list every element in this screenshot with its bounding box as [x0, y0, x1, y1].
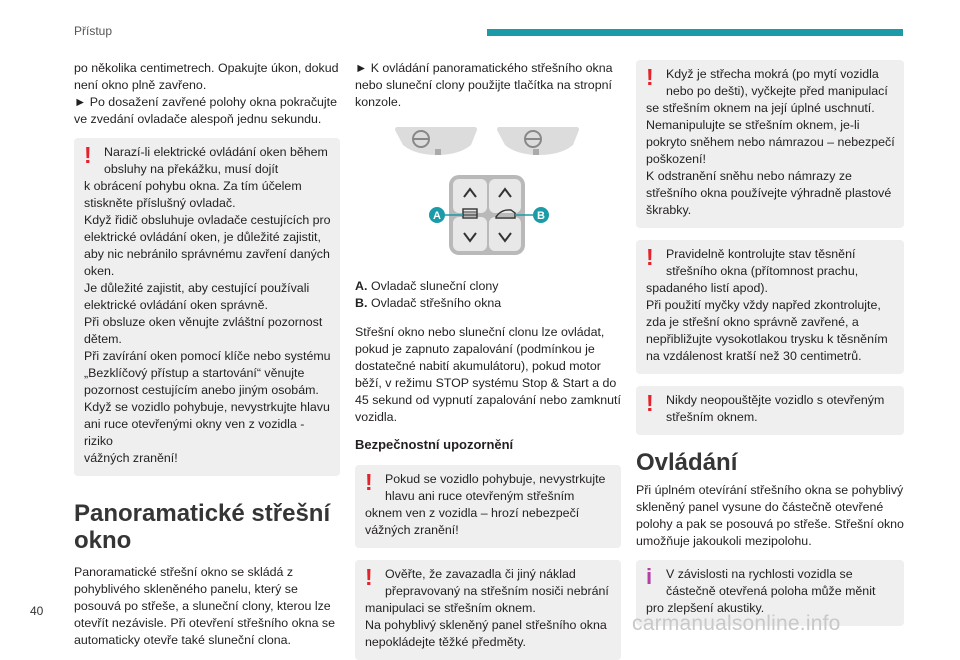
section-title-panoramic-roof: Panoramatické střešní okno [74, 500, 331, 554]
exclamation-icon: ! [646, 244, 654, 270]
roof-console-illustration [389, 123, 621, 268]
warning-box-leave-vehicle: ! Nikdy neopouštějte vozidlo s otevřeným střešním oknem. [636, 386, 904, 435]
column-1 [74, 60, 340, 649]
controls-description: Při úplném otevírání střešního okna se pohyblivý skleněný panel vysune do částečně otevřené polohy a pak se posouvá po střeše. Střešní okno umožňuje jakoukoli mezipolohu. [636, 483, 904, 548]
exclamation-icon: ! [84, 142, 92, 168]
panoramic-roof-description: Panoramatické střešní okno se skládá z pohyblivého skleněného panelu, který se posouvá po střeše, a sluneční clony, kterou lze otevřít nezávisle. Při otevření střešního okna se automaticky otevře také sluneční clona. [74, 565, 336, 647]
label-a: A [433, 210, 441, 222]
page-number: 40 [30, 604, 44, 618]
exclamation-icon: ! [646, 64, 654, 90]
figure-legend [355, 278, 621, 312]
section-header: Přístup [74, 24, 113, 38]
legend-item-b: B. Ovladač střešního okna [355, 296, 502, 310]
column-3 [636, 60, 904, 626]
column-2 [355, 60, 621, 660]
warning-box-obstacle: ! Narazí-li elektrické ovládání oken během obsluhy na překážku, musí dojít k obrácení pohybu okna. Za tím účelem stiskněte příslušný ovladač. Když řidič obsluhuje ovladače cestujících pro elektrické ovládání oken, je důležité zajistit, aby nic nebránilo správnému zavření daných oken. Je důležité zajistit, aby cestující používali elektrické ovládání oken správně. Při obsluze oken věnujte zvláštní pozornost dětem. Při zavírání oken pomocí klíče nebo systému „Bezklíčový přístup a startování“ věnujte pozornost cestujícím anebo jiným osobám. Když se vozidlo pohybuje, nevystrkujte hlavu ani ruce otevřenými okny ven z vozidla - riziko vážných zranění! [74, 138, 340, 476]
info-icon: i [646, 564, 653, 589]
warning-box-head-hands: ! Pokud se vozidlo pohybuje, nevystrkujte hlavu ani ruce otevřeným střešním oknem ven z vozidla – hrozí nebezpečí vážných zranění! [355, 465, 621, 548]
warning-box-wet-roof: ! Když je střecha mokrá (po mytí vozidla nebo po dešti), vyčkejte před manipulací se střešním oknem na její úplné uschnutí. Nemanipulujte se střešním oknem, je-li pokryto sněhem nebo námrazou – nebezpečí poškození! K odstranění sněhu nebo námrazy ze střešního okna používejte výhradně plastové škrabky. [636, 60, 904, 228]
legend-item-a: A. Ovladač sluneční clony [355, 279, 499, 293]
label-b: B [537, 210, 545, 222]
exclamation-icon: ! [365, 564, 373, 590]
info-box-acoustics: i V závislosti na rychlosti vozidla se částečně otevřená poloha může měnit pro zlepšení akustiky. [636, 560, 904, 626]
operation-conditions: Střešní okno nebo sluneční clonu lze ovládat, pokud je zapnuto zapalování (podmínkou je dostatečné nabití akumulátoru), pokud motor běží, v režimu STOP systému Stop & Start a do 45 sekund od vypnutí zapalování nebo zamknutí vozidla. [355, 325, 621, 424]
exclamation-icon: ! [646, 390, 654, 416]
watermark: carmanualsonline.info [632, 612, 841, 635]
controls-intro: ► K ovládání panoramatického střešního okna nebo sluneční clony použijte tlačítka na stropní konzole. [355, 61, 613, 109]
exclamation-icon: ! [365, 469, 373, 495]
header-accent-bar [487, 29, 903, 36]
section-title-controls: Ovládání [636, 449, 738, 476]
warning-box-seals: ! Pravidelně kontrolujte stav těsnění střešního okna (přítomnost prachu, spadaného listí apod). Při použití myčky vždy napřed zkontrolujte, zda je střešní okno správně zavřené, a nepřibližujte vysokotlakou trysku k těsněním na vzdálenost kratší než 30 centimetrů. [636, 240, 904, 374]
warning-box-roof-load: ! Ověřte, že zavazadla či jiný náklad přepravovaný na střešním nosiči nebrání manipulaci se střešním oknem. Na pohyblivý skleněný panel střešního okna nepokládejte těžké předměty. [355, 560, 621, 660]
intro-text: po několika centimetrech. Opakujte úkon, dokud není okno plně zavřeno. ► Po dosažení zavřené polohy okna pokračujte ve zvedání ovladače alespoň jednu sekundu. [74, 61, 339, 126]
safety-subtitle: Bezpečnostní upozornění [355, 437, 514, 452]
